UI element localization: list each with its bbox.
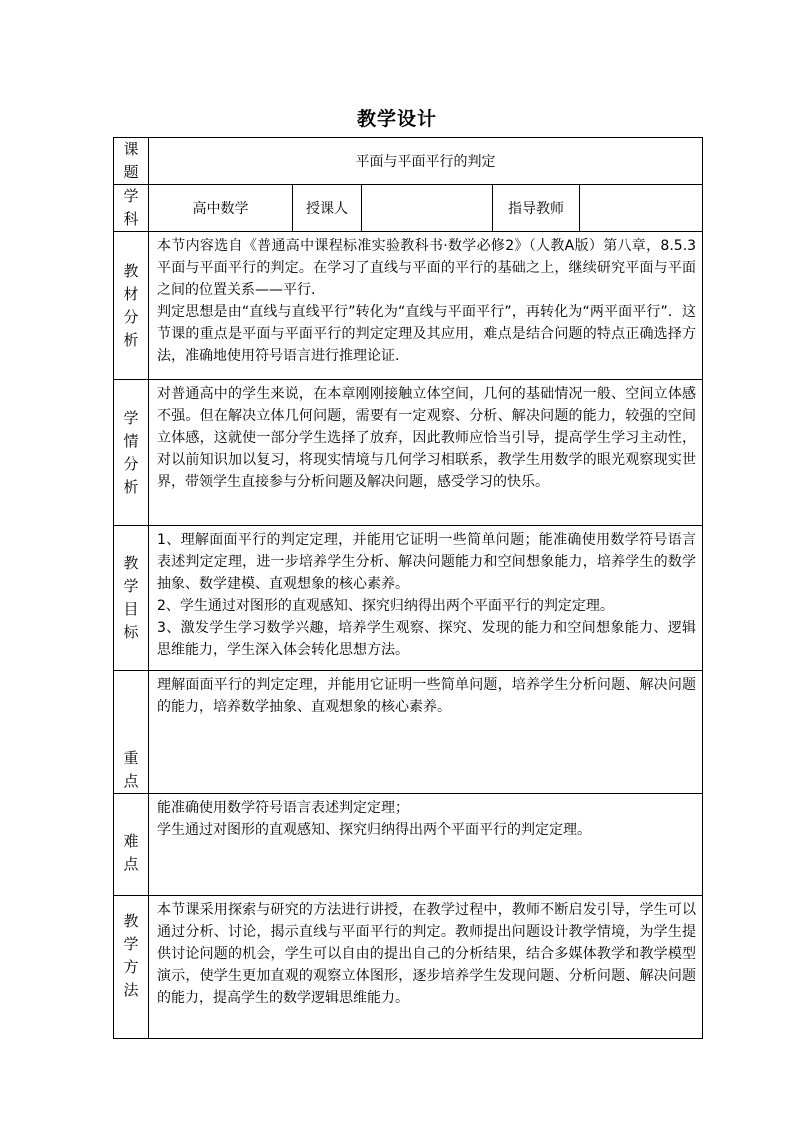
paragraph: 1、理解面面平行的判定定理，并能用它证明一些简单问题；能准确使用数学符号语言表述判定定理，进一步培养学生分析、解决问题能力和空间想象能力，培养学生的数学抽象、数学建模、直观想象的核心素养。: [157, 532, 697, 592]
paragraph: 对普通高中的学生来说，在本章刚刚接触立体空间，几何的基础情况一般、空间立体感不强。但在解决立体几何问题，需要有一定观察、分析、解决问题的能力，较强的空间立体感，这就使一部分学生选择了放弃，因此教师应恰当引导，提高学生学习主动性，对以前知识加以复习，将现实情境与几何学习相联系，教学生用数学的眼光观察现实世界，带领学生直接参与分析问题及解决问题，感受学习的快乐。: [157, 386, 697, 490]
paragraph: 学生通过对图形的直观感知、探究归纳得出两个平面平行的判定定理。: [157, 822, 591, 838]
section-row-teaching-objectives: [114, 526, 703, 671]
section-row-student-analysis: [114, 380, 703, 526]
subject-label: 学科: [123, 187, 139, 228]
subject-label-cell: [114, 185, 149, 232]
paragraph: 本节课采用探索与研究的方法进行讲授，在教学过程中，教师不断启发引导，学生可以通过分析、讨论，揭示直线与平面平行的判定。教师提出问题设计教学情境，为学生提供讨论问题的机会，学生可以自由的提出自己的分析结果，结合多媒体教学和教学模型演示，使学生更加直观的观察立体图形，逐步培养学生发现问题、分析问题、解决问题的能力，提高学生的数学逻辑思维能力。: [157, 902, 697, 1006]
section-content: [149, 896, 703, 1039]
section-row-key-points: [114, 671, 703, 794]
teacher-label: 授课人: [293, 185, 362, 232]
section-row-textbook-analysis: [114, 232, 703, 380]
section-content: [149, 380, 703, 526]
section-content: [149, 671, 703, 794]
paragraph: 理解面面平行的判定定理，并能用它证明一些简单问题，培养学生分析问题、解决问题的能力，培养数学抽象、直观想象的核心素养。: [157, 677, 697, 715]
section-row-difficulties: [114, 794, 703, 896]
topic-value: 平面与平面平行的判定: [149, 138, 703, 185]
subject-row: [114, 185, 703, 232]
section-label-cell: [114, 526, 149, 671]
topic-row: [114, 138, 703, 185]
lesson-plan-table: [113, 137, 703, 1039]
section-label-cell: [114, 794, 149, 896]
paragraph: 2、学生通过对图形的直观感知、探究归纳得出两个平面平行的判定定理。: [157, 598, 614, 614]
paragraph: 判定思想是由“直线与直线平行”转化为“直线与平面平行”，再转化为“两平面平行”．这节课的重点是平面与平面平行的判定定理及其应用，难点是结合问题的特点正确选择方法，准确地使用符号语言进行推理论证.: [157, 304, 697, 364]
section-row-teaching-methods: [114, 896, 703, 1039]
section-label: 难点: [123, 832, 139, 873]
paragraph: 本节内容选自《普通高中课程标准实验教科书·数学必修2》（人教A版）第八章，8.5.3平面与平面平行的判定。在学习了直线与平面的平行的基础之上，继续研究平面与平面之间的位置关系——平行.: [157, 238, 697, 298]
section-content: [149, 526, 703, 671]
section-label: 学情分析: [123, 408, 139, 496]
teacher-value: [362, 185, 493, 232]
section-label: 教学方法: [123, 912, 139, 999]
topic-label: 课题: [123, 140, 139, 181]
document-title: 教学设计: [356, 108, 437, 130]
section-label: 重点: [123, 749, 139, 790]
section-label: 教材分析: [123, 261, 139, 349]
section-label: 教学目标: [123, 554, 139, 641]
advisor-value: [580, 185, 703, 232]
topic-label-cell: [114, 138, 149, 185]
advisor-label: 指导教师: [493, 185, 580, 232]
section-label-cell: [114, 380, 149, 526]
section-content: [149, 232, 703, 380]
subject-value: 高中数学: [149, 185, 293, 232]
section-content: [149, 794, 703, 896]
section-label-cell: [114, 896, 149, 1039]
section-label-cell: [114, 232, 149, 380]
paragraph: 能准确使用数学符号语言表述判定定理；: [157, 800, 409, 816]
paragraph: 3、激发学生学习数学兴趣，培养学生观察、探究、发现的能力和空间想象能力、逻辑思维能力，学生深入体会转化思想方法。: [157, 620, 697, 658]
section-label-cell: [114, 671, 149, 794]
